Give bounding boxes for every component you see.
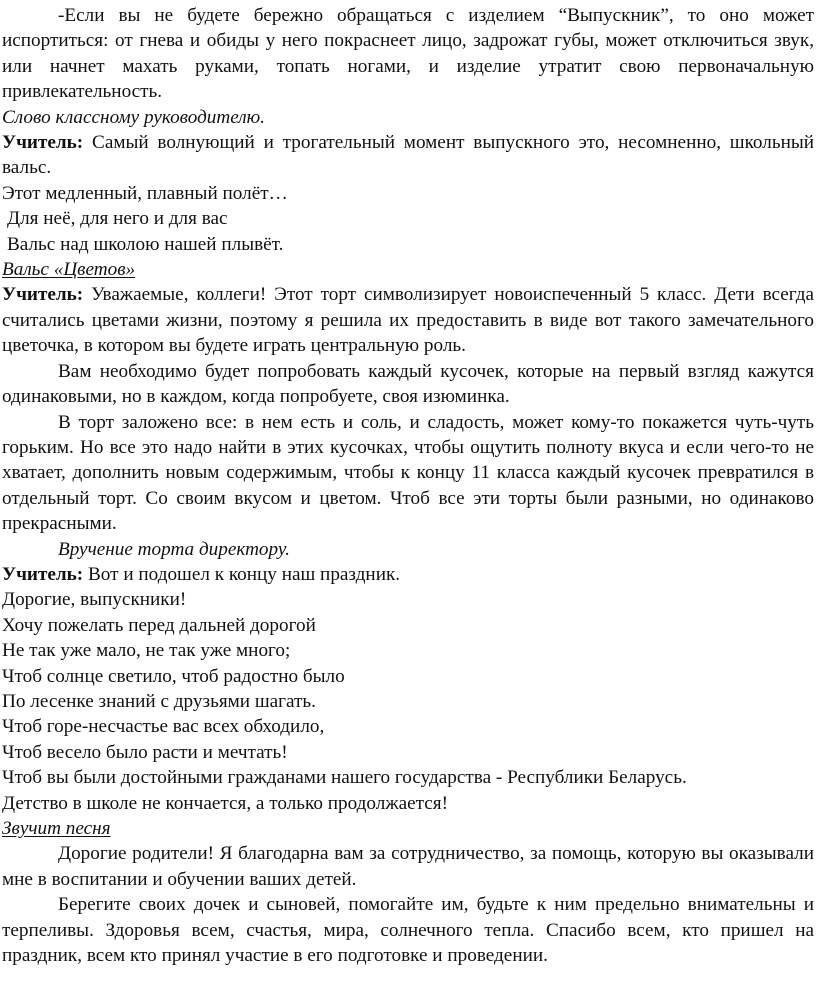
intro-warning-paragraph: -Если вы не будете бережно обращаться с изделием “Выпускник”, то оно может испортиться: от гнева и обиды у него покраснеет лицо, задрожат губы, может отключиться звук, или начнет махать руками, топать ногами, и изделие утратит свою первоначальную привлекательность.: [2, 5, 814, 103]
waltz-poem-line: Для неё, для него и для вас: [7, 208, 228, 230]
teacher-speech-3: [2, 562, 814, 587]
farewell-poem-line: По лесенке знаний с друзьями шагать.: [2, 690, 316, 712]
farewell-poem-line: Чтоб солнце светило, чтоб радостно было: [2, 665, 345, 687]
teacher-speech-2-text: Уважаемые, коллеги! Этот торт символизирует новоиспеченный 5 класс. Дети всегда считались цветами жизни, поэтому я решила их предоставить в виде вот такого замечательного цветочка, в котором вы будете играть центральную роль.: [2, 284, 815, 357]
teacher-speech-1-text: Самый волнующий и трогательный момент выпускного это, несомненно, школьный вальс.: [2, 132, 815, 179]
stage-direction-song: Звучит песня: [2, 818, 111, 839]
cake-paragraph-2: В торт заложено все: в нем есть и соль, и сладость, может кому-то покажется чуть-чуть горьким. Но все это надо найти в этих кусочках, чтобы ощутить полноту вкуса и если чего-то не хватает, дополнить новым содержимым, чтобы к концу 11 класса каждый кусочек превратился в отдельный торт. Со своим вкусом и цветом. Чтоб все эти торты были разными, но одинаково прекрасными.: [2, 411, 814, 535]
teacher-speech-2: [2, 282, 814, 358]
farewell-poem-line: Хочу пожелать перед дальней дорогой: [2, 614, 316, 636]
speaker-label: Учитель:: [2, 132, 84, 154]
stage-direction-waltz: Вальс «Цветов»: [2, 259, 136, 281]
teacher-speech-1: [2, 130, 814, 181]
parents-paragraph-2: Берегите своих дочек и сыновей, помогайте им, будьте к ним предельно внимательны и терпеливы. Здоровья всем, счастья, мира, солнечного тепла. Спасибо всем, кто пришел на праздник, всем кто принял участие в его подготовке и проведении.: [2, 894, 814, 967]
farewell-poem-line: Дорогие, выпускники!: [2, 589, 187, 611]
cake-paragraph-1: Вам необходимо будет попробовать каждый кусочек, которые на первый взгляд кажутся одинаковыми, но в каждом, когда попробуете, своя изюминка.: [2, 360, 814, 408]
farewell-poem-line: Детство в школе не кончается, а только продолжается!: [2, 792, 448, 814]
farewell-poem-line: Чтоб вы были достойными гражданами нашего государства - Республики Беларусь.: [2, 767, 687, 789]
farewell-poem-line: Чтоб горе-несчастье вас всех обходило,: [2, 716, 325, 738]
teacher-speech-3-text: Вот и подошел к концу наш праздник.: [88, 563, 401, 585]
waltz-poem-line: Вальс над школою нашей плывёт.: [7, 233, 284, 255]
farewell-poem-line: Не так уже мало, не так уже много;: [2, 640, 291, 662]
speaker-label: Учитель:: [2, 284, 84, 306]
waltz-poem-line: Этот медленный, плавный полёт…: [2, 182, 288, 204]
stage-direction-cake: Вручение торта директору.: [58, 538, 290, 560]
farewell-poem-line: Чтоб весело было расти и мечтать!: [2, 741, 288, 763]
parents-paragraph-1: Дорогие родители! Я благодарна вам за сотрудничество, за помощь, которую вы оказывали мне в воспитании и обучении ваших детей.: [2, 843, 814, 890]
stage-direction-class-teacher: Слово классному руководителю.: [2, 106, 265, 128]
speaker-label: Учитель:: [2, 563, 84, 585]
